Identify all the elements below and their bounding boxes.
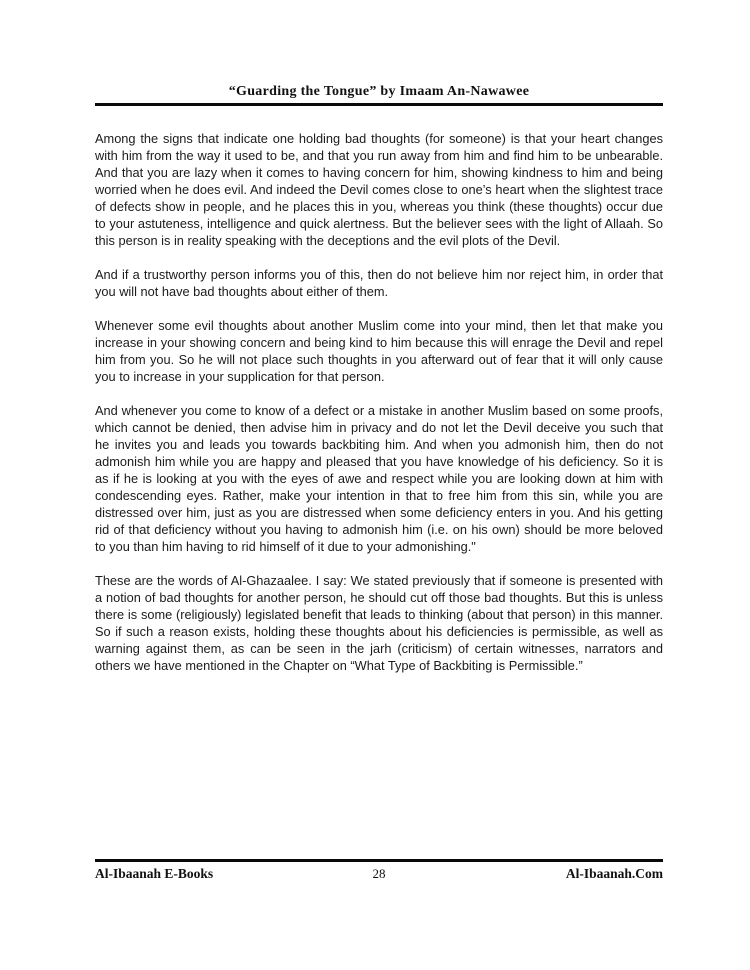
body-paragraph: Among the signs that indicate one holding bad thoughts (for someone) is that your heart changes with him from the way it used to be, and that you run away from him and find him to be unbearable. And that you are lazy when it comes to having concern for him, showing kindness to him and being worried when he does evil. And indeed the Devil comes close to one’s heart when the slightest trace of defects show in people, and he places this in you, whereas you think (these thoughts) occur due to your astuteness, intelligence and quick alertness. But the believer sees with the light of Allaah. So this person is in reality speaking with the deceptions and the evil plots of the Devil. — [95, 131, 663, 248]
body-paragraph: And if a trustworthy person informs you of this, then do not believe him nor reject him, in order that you will not have bad thoughts about either of them. — [95, 267, 663, 299]
body-paragraph: And whenever you come to know of a defect or a mistake in another Muslim based on some proofs, which cannot be denied, then advise him in privacy and do not let the Devil deceive you such that he invites you and leads you towards backbiting him. And when you admonish him, then do not admonish him while you are happy and pleased that you have knowledge of his deficiency. So it is as if he is looking at you with the eyes of awe and respect while you are looking down at him with condescending eyes. Rather, make your intention in that to free him from this sin, while you are distressed over him, just as you are distressed when some deficiency enters in you. And his getting rid of that deficiency without you having to admonish him (i.e. on his own) should be more beloved to you than him having to rid himself of it due to your admonishing." — [95, 403, 663, 554]
page-body — [95, 130, 663, 691]
footer-website-label: Al-Ibaanah.Com — [565, 866, 663, 881]
body-paragraph: These are the words of Al-Ghazaalee. I say: We stated previously that if someone is presented with a notion of bad thoughts for another person, he should cut off those bad thoughts. But this is unless there is some (religiously) legislated benefit that leads to thinking (about that person) in this manner. So if such a reason exists, holding these thoughts about his deficiencies is permissible, as well as warning against them, as can be seen in the jarh (criticism) of certain witnesses, narrators and others we have mentioned in the Chapter on “What Type of Backbiting is Permissible.” — [95, 573, 663, 673]
page-footer — [95, 859, 663, 882]
footer-page-number: 28 — [372, 866, 386, 881]
page-header-title: “Guarding the Tongue” by Imaam An-Nawawee — [228, 84, 530, 99]
body-paragraph: Whenever some evil thoughts about another Muslim come into your mind, then let that make you increase in your showing concern and being kind to him because this will enrage the Devil and repel him from you. So he will not place such thoughts in you afterward out of fear that it will only cause you to increase in your supplication for that person. — [95, 318, 663, 384]
page-header — [95, 82, 663, 106]
footer-ebooks-label: Al-Ibaanah E-Books — [95, 866, 214, 881]
